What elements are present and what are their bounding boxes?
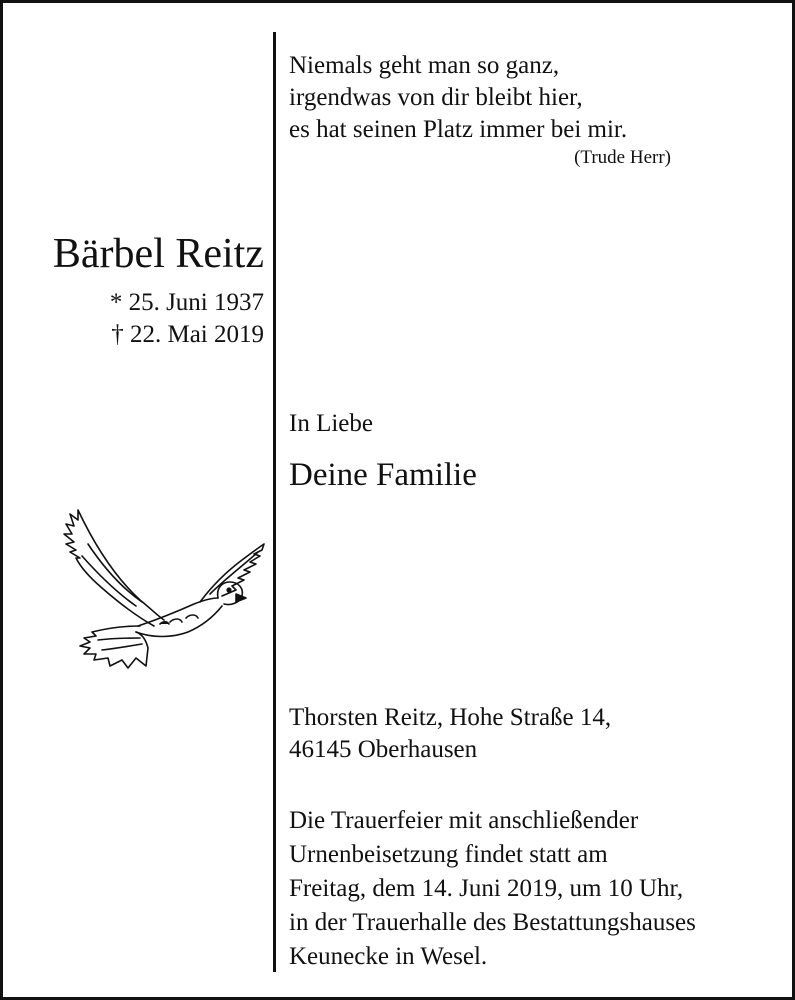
dove-icon (36, 508, 268, 673)
birth-date: * 25. Juni 1937 (109, 289, 264, 316)
address-block (289, 702, 611, 766)
service-line: Urnenbeisetzung findet statt am (289, 841, 608, 868)
life-dates (20, 287, 264, 351)
closing-greeting: In Liebe (289, 410, 373, 437)
vertical-divider (273, 32, 276, 972)
service-line: Freitag, dem 14. Juni 2019, um 10 Uhr, (289, 875, 684, 902)
poem-author: (Trude Herr) (574, 147, 671, 168)
service-line: Keunecke in Wesel. (289, 943, 488, 970)
poem-line: irgendwas von dir bleibt hier, (289, 84, 583, 111)
service-line: in der Trauerhalle des Bestattungshauses (289, 909, 696, 936)
address-line: 46145 Oberhausen (289, 736, 478, 763)
deceased-name: Bärbel Reitz (52, 231, 264, 277)
address-line: Thorsten Reitz, Hohe Straße 14, (289, 704, 612, 731)
poem-line: Niemals geht man so ganz, (289, 52, 560, 79)
poem-line: es hat seinen Platz immer bei mir. (289, 116, 628, 143)
death-date: † 22. Mai 2019 (111, 321, 264, 348)
service-info (289, 804, 696, 974)
service-line: Die Trauerfeier mit anschließender (289, 807, 639, 834)
family-signature: Deine Familie (289, 457, 477, 493)
poem-block (289, 50, 729, 170)
